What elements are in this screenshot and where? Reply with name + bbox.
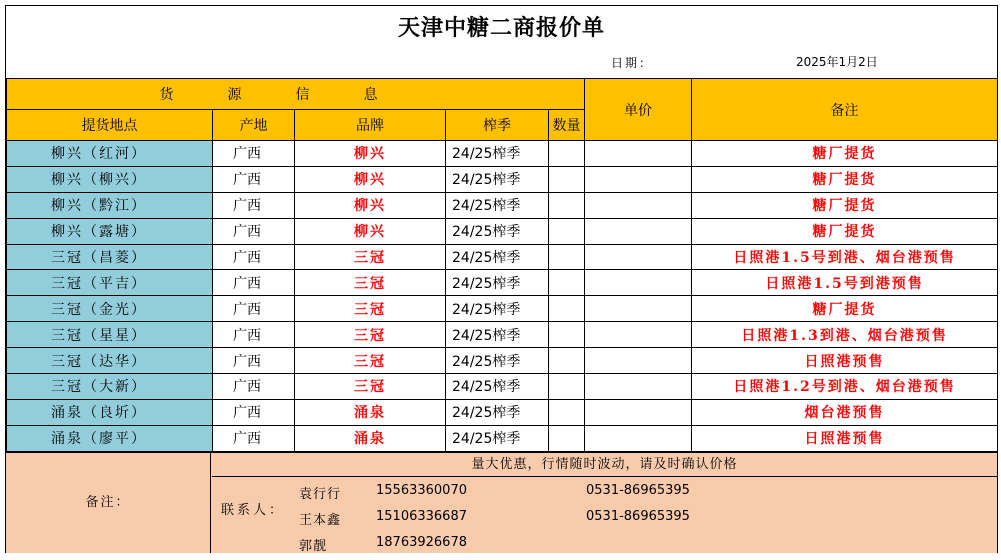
cell-price[interactable]: [585, 425, 692, 451]
cell-quantity[interactable]: [549, 166, 585, 192]
cell-quantity[interactable]: [549, 296, 585, 322]
cell-price[interactable]: [585, 141, 692, 167]
cell-quantity[interactable]: [549, 218, 585, 244]
cell-quantity[interactable]: [549, 244, 585, 270]
cell-brand: 三冠: [295, 296, 446, 322]
cell-origin: 广西: [213, 244, 295, 270]
cell-location: 柳兴（露塘）: [7, 218, 213, 244]
cell-origin: 广西: [213, 425, 295, 451]
table-row: [7, 322, 998, 348]
cell-season: 24/25榨季: [446, 322, 549, 348]
cell-origin: 广西: [213, 141, 295, 167]
promo-text: 量大优惠，行情随时波动，请及时确认价格: [212, 453, 997, 477]
table-row: [7, 244, 998, 270]
cell-remarks: 糖厂提货: [692, 192, 998, 218]
header-source-info: 货源信息: [7, 79, 585, 110]
cell-season: 24/25榨季: [446, 192, 549, 218]
cell-brand: 柳兴: [295, 166, 446, 192]
cell-season: 24/25榨季: [446, 296, 549, 322]
cell-season: 24/25榨季: [446, 348, 549, 374]
cell-quantity[interactable]: [549, 399, 585, 425]
cell-origin: 广西: [213, 296, 295, 322]
contact-tel[interactable]: 0531-86965395: [586, 509, 690, 524]
cell-location: 柳兴（柳兴）: [7, 166, 213, 192]
cell-remarks: 日照港预售: [692, 425, 998, 451]
cell-remarks: 糖厂提货: [692, 218, 998, 244]
table-row: [7, 218, 998, 244]
cell-location: 柳兴（红河）: [7, 141, 213, 167]
table-row: [7, 374, 998, 400]
table-row: [7, 425, 998, 451]
cell-season: 24/25榨季: [446, 425, 549, 451]
cell-remarks: 糖厂提货: [692, 141, 998, 167]
cell-remarks: 日照港1.2号到港、烟台港预售: [692, 374, 998, 400]
cell-season: 24/25榨季: [446, 166, 549, 192]
cell-price[interactable]: [585, 296, 692, 322]
header-season: 榨季: [446, 110, 549, 141]
cell-price[interactable]: [585, 244, 692, 270]
date-label: 日期：: [611, 56, 654, 70]
cell-price[interactable]: [585, 192, 692, 218]
cell-remarks: 糖厂提货: [692, 296, 998, 322]
cell-price[interactable]: [585, 270, 692, 296]
cell-season: 24/25榨季: [446, 270, 549, 296]
cell-season: 24/25榨季: [446, 374, 549, 400]
cell-price[interactable]: [585, 322, 692, 348]
contact-mobile[interactable]: 15563360070: [376, 483, 467, 498]
cell-origin: 广西: [213, 399, 295, 425]
cell-remarks: 日照港1.3到港、烟台港预售: [692, 322, 998, 348]
cell-price[interactable]: [585, 166, 692, 192]
quote-sheet: [5, 5, 998, 553]
contact-name: 郭靓: [299, 539, 328, 554]
cell-remarks: 日照港1.5号到港预售: [692, 270, 998, 296]
contact-name: 王本鑫: [299, 513, 342, 528]
price-table: [6, 78, 998, 452]
cell-price[interactable]: [585, 218, 692, 244]
cell-season: 24/25榨季: [446, 141, 549, 167]
table-row: [7, 141, 998, 167]
cell-location: 涌泉（廖平）: [7, 425, 213, 451]
contact-mobile[interactable]: 18763926678: [376, 535, 467, 550]
cell-quantity[interactable]: [549, 348, 585, 374]
table-row: [7, 192, 998, 218]
cell-location: 三冠（昌菱）: [7, 244, 213, 270]
cell-brand: 柳兴: [295, 141, 446, 167]
header-location: 提货地点: [7, 110, 213, 141]
cell-location: 柳兴（黔江）: [7, 192, 213, 218]
contact-label: 联系人：: [221, 503, 286, 518]
cell-brand: 三冠: [295, 374, 446, 400]
cell-season: 24/25榨季: [446, 218, 549, 244]
contact-tel[interactable]: 0531-86965395: [586, 483, 690, 498]
cell-origin: 广西: [213, 270, 295, 296]
cell-brand: 涌泉: [295, 425, 446, 451]
cell-origin: 广西: [213, 166, 295, 192]
cell-remarks: 烟台港预售: [692, 399, 998, 425]
header-origin: 产地: [213, 110, 295, 141]
page-title: 天津中糖二商报价单: [397, 15, 605, 41]
table-row: [7, 270, 998, 296]
cell-brand: 三冠: [295, 348, 446, 374]
cell-origin: 广西: [213, 348, 295, 374]
cell-quantity[interactable]: [549, 374, 585, 400]
cell-remarks: 日照港1.5号到港、烟台港预售: [692, 244, 998, 270]
cell-location: 三冠（金光）: [7, 296, 213, 322]
cell-quantity[interactable]: [549, 270, 585, 296]
footer-notes: [6, 452, 997, 553]
cell-quantity[interactable]: [549, 141, 585, 167]
date-value: 2025年1月2日: [796, 55, 878, 69]
contact-name: 袁行行: [299, 487, 342, 502]
cell-origin: 广西: [213, 218, 295, 244]
table-row: [7, 166, 998, 192]
table-row: [7, 348, 998, 374]
cell-season: 24/25榨季: [446, 244, 549, 270]
contact-mobile[interactable]: 15106336687: [376, 509, 467, 524]
cell-brand: 三冠: [295, 322, 446, 348]
table-row: [7, 296, 998, 322]
header-quantity: 数量: [549, 110, 585, 141]
cell-brand: 三冠: [295, 270, 446, 296]
cell-origin: 广西: [213, 192, 295, 218]
header-brand: 品牌: [295, 110, 446, 141]
cell-brand: 柳兴: [295, 218, 446, 244]
header-price: 单价: [585, 79, 692, 141]
cell-price[interactable]: [585, 399, 692, 425]
table-row: [7, 399, 998, 425]
cell-brand: 三冠: [295, 244, 446, 270]
footer-label: 备注：: [6, 453, 211, 553]
cell-brand: 柳兴: [295, 192, 446, 218]
cell-location: 三冠（星星）: [7, 322, 213, 348]
header-remarks: 备注: [692, 79, 998, 141]
cell-location: 三冠（平吉）: [7, 270, 213, 296]
cell-season: 24/25榨季: [446, 399, 549, 425]
cell-location: 涌泉（良圻）: [7, 399, 213, 425]
cell-remarks: 糖厂提货: [692, 166, 998, 192]
cell-price[interactable]: [585, 348, 692, 374]
cell-origin: 广西: [213, 322, 295, 348]
cell-location: 三冠（大新）: [7, 374, 213, 400]
cell-price[interactable]: [585, 374, 692, 400]
cell-quantity[interactable]: [549, 322, 585, 348]
cell-quantity[interactable]: [549, 425, 585, 451]
cell-location: 三冠（达华）: [7, 348, 213, 374]
cell-origin: 广西: [213, 374, 295, 400]
cell-brand: 涌泉: [295, 399, 446, 425]
cell-quantity[interactable]: [549, 192, 585, 218]
cell-remarks: 日照港预售: [692, 348, 998, 374]
